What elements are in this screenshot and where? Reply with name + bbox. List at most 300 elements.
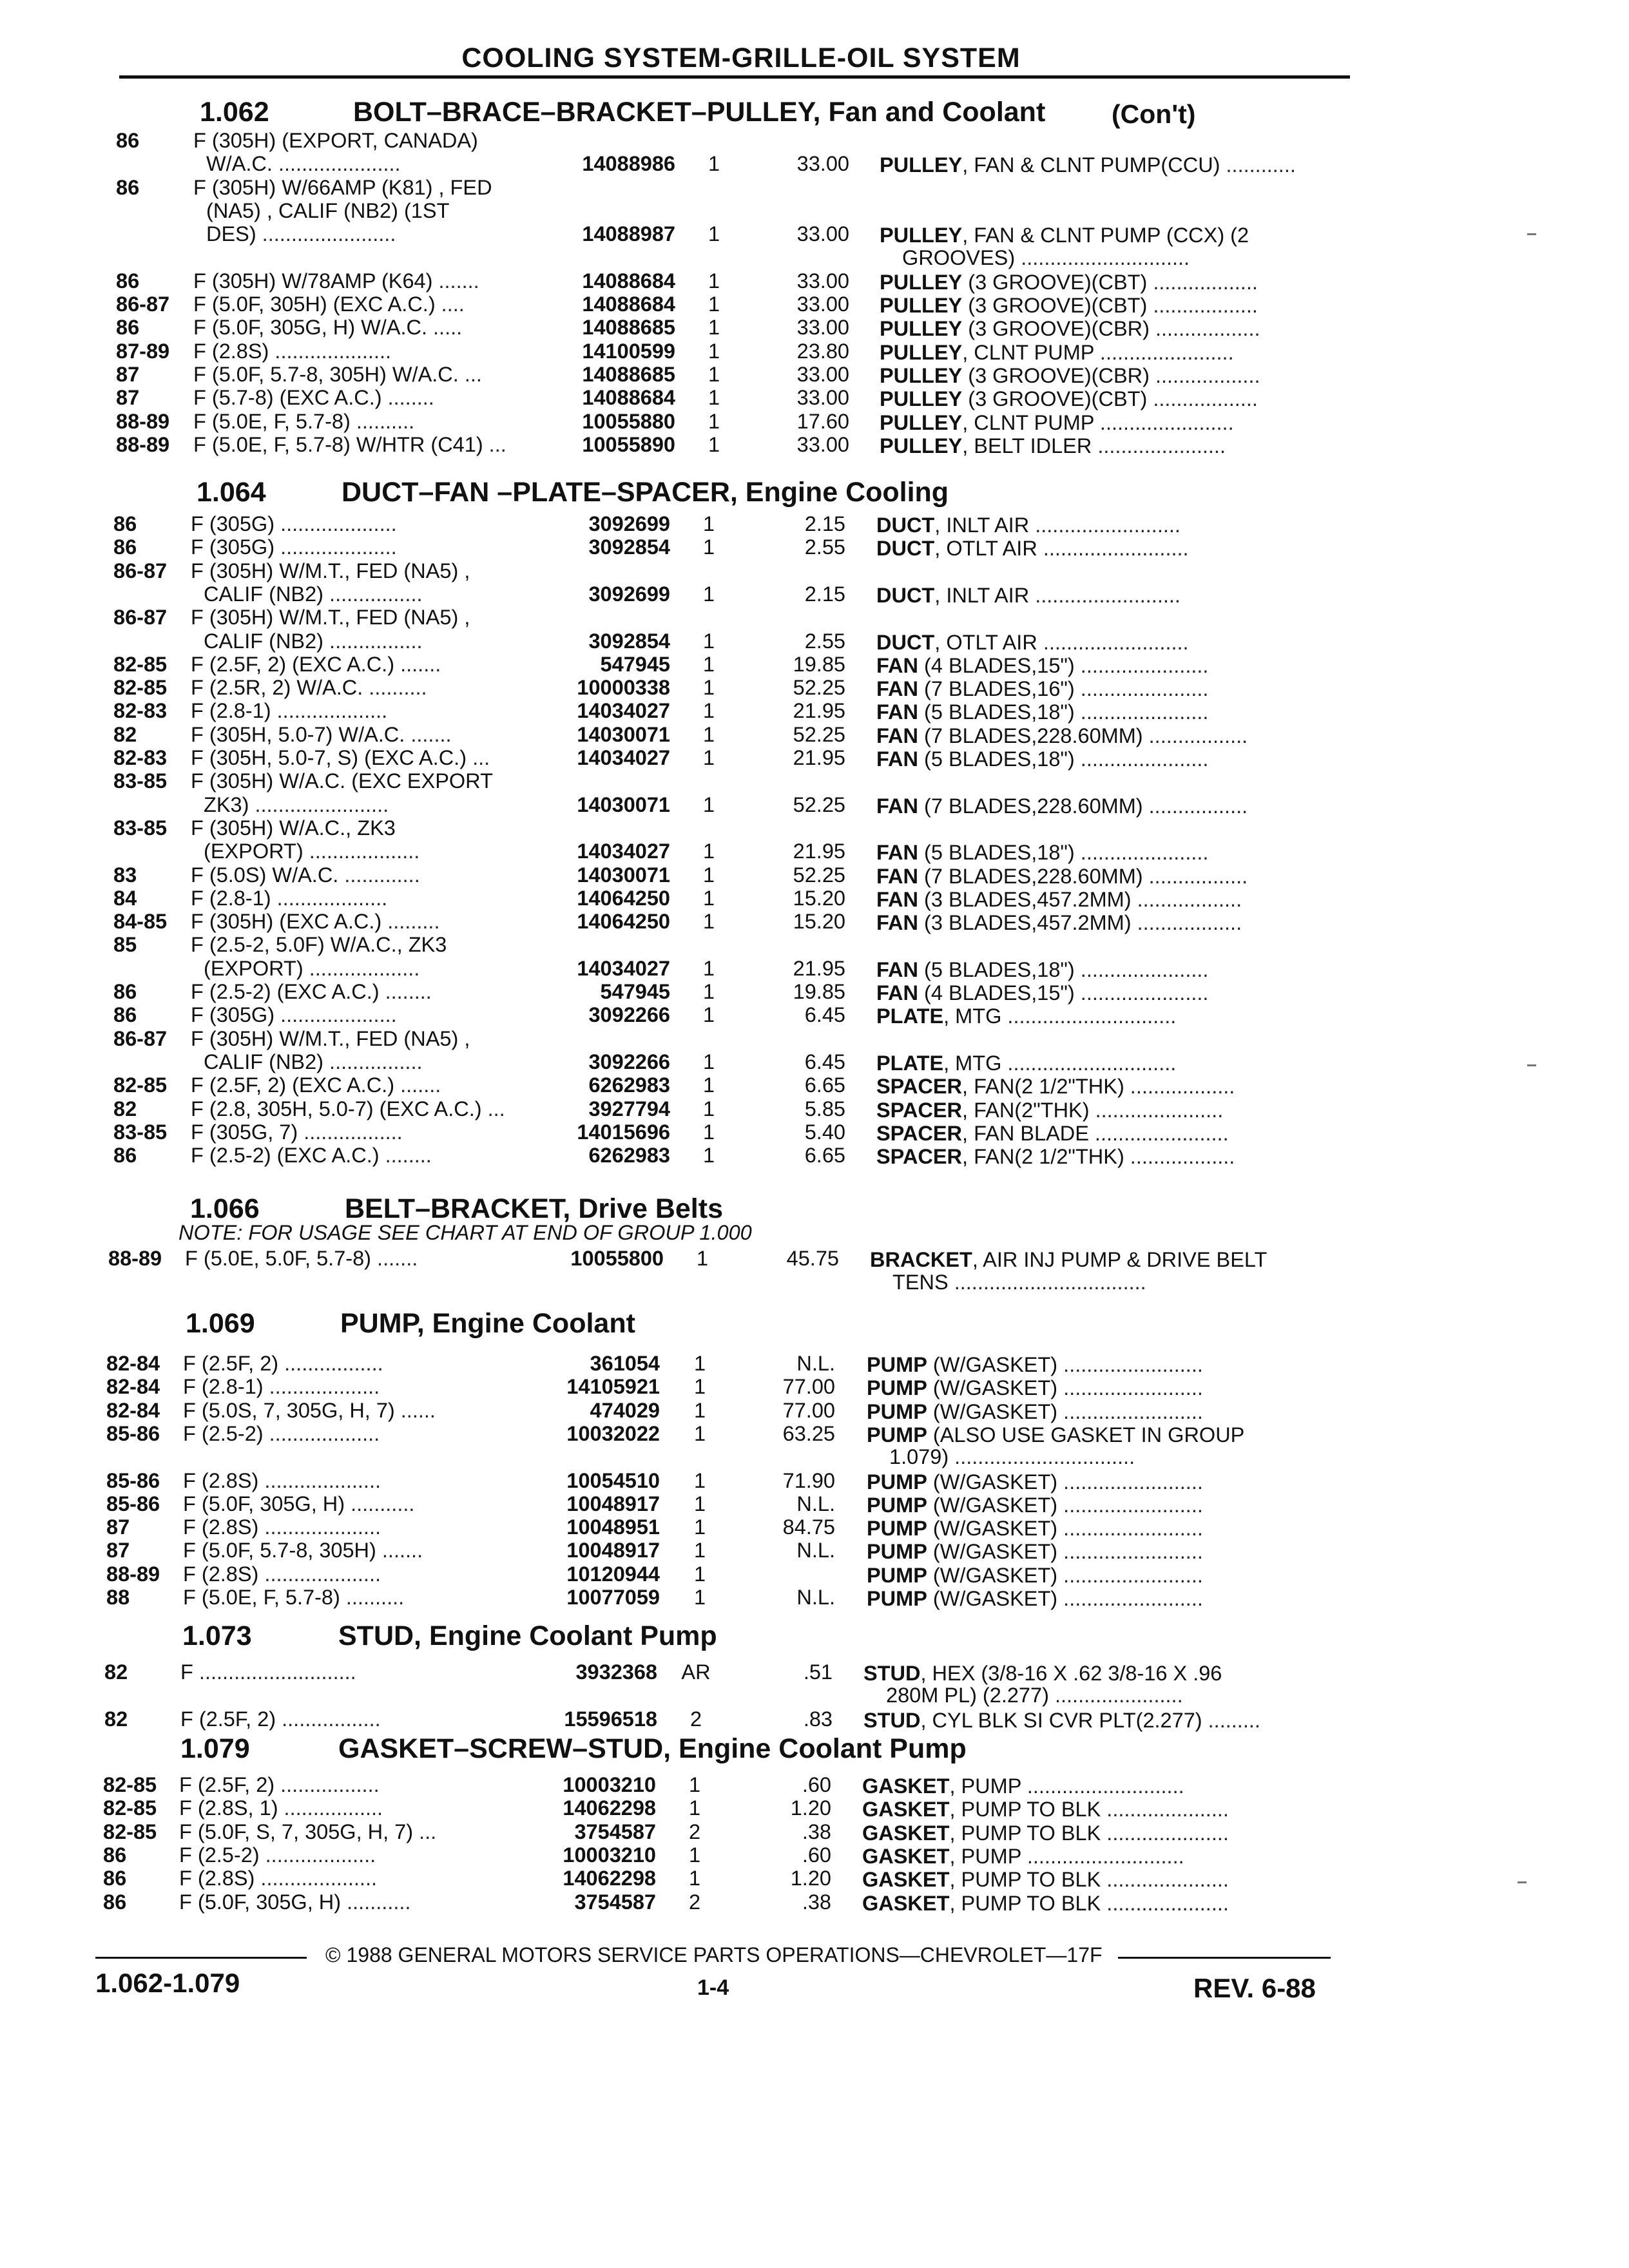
part-number: 14088684 xyxy=(582,269,675,293)
description-text: FAN (4 BLADES,15") xyxy=(876,653,1075,677)
section-number: 1.073 xyxy=(182,1620,252,1651)
part-noun: PULLEY xyxy=(880,434,963,457)
leader-dots: ........................... xyxy=(193,1660,356,1684)
part-number: 6262983 xyxy=(588,1073,670,1097)
usage-text: F (2.5R, 2) W/A.C. xyxy=(191,676,363,700)
leader-dots: .................. xyxy=(1147,270,1258,294)
description-line xyxy=(862,1845,1184,1868)
model-years: 86 xyxy=(116,175,140,199)
leader-dots: ........................ xyxy=(1057,1540,1203,1564)
usage-line xyxy=(180,1660,356,1684)
margin-mark xyxy=(1527,1064,1536,1066)
leader-dots: ........... xyxy=(345,1492,415,1515)
section-number: 1.064 xyxy=(197,477,266,508)
quantity: 1 xyxy=(702,1097,715,1120)
model-years: 86 xyxy=(113,980,137,1003)
leader-dots: ........ xyxy=(379,980,432,1003)
part-number: 10003210 xyxy=(563,1773,656,1796)
leader-dots: ......................... xyxy=(1037,537,1189,561)
usage-line xyxy=(193,363,482,386)
description-text: BRACKET, AIR INJ PUMP & DRIVE BELT xyxy=(870,1248,1268,1272)
usage-line xyxy=(183,1375,380,1398)
quantity: 1 xyxy=(693,1586,706,1609)
description-line xyxy=(862,1892,1229,1915)
part-noun: FAN xyxy=(876,864,918,888)
price: 6.45 xyxy=(804,1050,845,1073)
price: 45.75 xyxy=(786,1247,839,1271)
part-noun: PULLEY xyxy=(880,224,963,247)
leader-dots: ........................ xyxy=(1057,1376,1203,1400)
part-noun: BRACKET xyxy=(870,1248,972,1272)
usage-text: F (2.5F, 2) xyxy=(179,1773,275,1796)
part-number: 3092699 xyxy=(588,582,670,606)
price: .60 xyxy=(802,1843,831,1867)
leader-dots: .................... xyxy=(258,1468,381,1492)
quantity: 1 xyxy=(702,840,715,863)
part-number: 14015696 xyxy=(577,1120,670,1144)
part-number: 10055800 xyxy=(570,1247,664,1271)
price: 21.95 xyxy=(793,956,845,980)
usage-line xyxy=(193,340,391,363)
usage-text: F (2.8-1) xyxy=(183,1375,264,1399)
usage-text: F (2.5-2) (EXC A.C.) xyxy=(191,1144,380,1168)
leader-dots: ................ xyxy=(323,629,423,653)
model-years: 86 xyxy=(113,512,137,535)
part-noun: GASKET xyxy=(862,1821,950,1845)
leader-dots: .................... xyxy=(275,535,397,559)
usage-text: F (2.5F, 2) xyxy=(180,1707,276,1731)
price: 6.65 xyxy=(804,1144,845,1168)
description-line xyxy=(867,1494,1203,1517)
part-noun: PUMP xyxy=(867,1470,927,1494)
leader-dots: ....... xyxy=(432,269,479,293)
part-number: 14034027 xyxy=(577,746,670,769)
description-line xyxy=(870,1248,1267,1271)
usage-text: F (5.0S) W/A.C. xyxy=(191,863,339,887)
part-number: 3092266 xyxy=(588,1050,670,1073)
quantity: 2 xyxy=(688,1820,701,1843)
leader-dots: .................... xyxy=(269,339,392,363)
leader-dots: ........................... xyxy=(1021,1774,1184,1798)
price: 33.00 xyxy=(796,432,849,456)
usage-text: F (305H) W/M.T., FED (NA5) , xyxy=(191,606,470,629)
description-line xyxy=(876,747,1208,771)
description-text: PULLEY, FAN & CLNT PUMP(CCU) xyxy=(880,153,1220,177)
usage-line xyxy=(191,1003,397,1026)
footer-section-range: 1.062-1.079 xyxy=(95,1968,240,1998)
quantity: 1 xyxy=(702,1003,715,1027)
usage-line xyxy=(206,222,396,245)
price: 33.00 xyxy=(796,386,849,410)
price: 17.60 xyxy=(796,409,849,433)
usage-line xyxy=(191,512,397,535)
description-text: DUCT, OTLT AIR xyxy=(876,630,1037,654)
model-years: 83-85 xyxy=(113,769,168,793)
quantity: 2 xyxy=(688,1890,701,1914)
description-line xyxy=(880,271,1258,294)
usage-text: F (305H) W/78AMP (K64) xyxy=(193,269,433,293)
usage-text: F (2.5F, 2) (EXC A.C.) xyxy=(191,1073,395,1097)
part-number: 10048917 xyxy=(566,1539,660,1562)
quantity: 1 xyxy=(708,222,720,246)
part-noun: GASKET xyxy=(862,1891,950,1915)
part-noun: GASKET xyxy=(862,1844,950,1868)
usage-line xyxy=(191,816,396,840)
leader-dots: ... xyxy=(483,432,506,456)
quantity: 2 xyxy=(689,1707,702,1731)
description-line xyxy=(902,246,1190,269)
leader-dots: ................. xyxy=(1142,864,1248,888)
model-years: 86 xyxy=(103,1867,127,1890)
part-number: 14062298 xyxy=(563,1867,656,1890)
usage-line xyxy=(185,1247,418,1270)
model-years: 88-89 xyxy=(106,1562,160,1586)
description-text: PULLEY (3 GROOVE)(CBT) xyxy=(880,387,1148,411)
quantity: 1 xyxy=(696,1247,709,1271)
leader-dots: ... xyxy=(413,1820,437,1843)
part-noun: PULLEY xyxy=(880,270,963,294)
part-number: 14088685 xyxy=(582,363,675,386)
description-line xyxy=(876,865,1248,888)
part-noun: PUMP xyxy=(867,1423,927,1446)
leader-dots: ...................... xyxy=(1048,1684,1183,1707)
usage-line xyxy=(193,176,492,199)
description-line xyxy=(863,1662,1222,1685)
description-line xyxy=(876,1099,1223,1122)
quantity: 1 xyxy=(702,910,715,934)
part-noun: PULLEY xyxy=(880,153,963,177)
usage-text: F (305H) W/A.C. (EXC EXPORT xyxy=(191,769,493,793)
leader-dots: .................... xyxy=(275,512,397,535)
part-number: 14030071 xyxy=(577,722,670,746)
quantity: 1 xyxy=(693,1515,706,1539)
leader-dots: ................... xyxy=(271,699,388,723)
price: 71.90 xyxy=(782,1468,835,1492)
leader-dots: ...................... xyxy=(1074,747,1209,771)
description-line xyxy=(867,1587,1203,1610)
usage-line xyxy=(191,699,387,722)
description-line xyxy=(862,1821,1229,1845)
price: 21.95 xyxy=(793,746,845,769)
usage-line xyxy=(183,1586,404,1609)
part-number: 10048917 xyxy=(566,1492,660,1515)
model-years: 82-85 xyxy=(103,1796,157,1820)
price: 19.85 xyxy=(793,980,845,1003)
price: 33.00 xyxy=(796,152,849,176)
model-years: 82-85 xyxy=(113,1073,168,1097)
leader-dots: ................................. xyxy=(948,1270,1146,1294)
description-text: PUMP (W/GASKET) xyxy=(867,1470,1058,1494)
part-number: 14034027 xyxy=(577,956,670,980)
usage-line xyxy=(183,1492,414,1515)
description-text: FAN (3 BLADES,457.2MM) xyxy=(876,887,1132,911)
description-text: PULLEY (3 GROOVE)(CBT) xyxy=(880,270,1148,294)
leader-dots: ....................... xyxy=(1088,1121,1229,1145)
part-noun: SPACER xyxy=(876,1121,963,1145)
quantity: 1 xyxy=(693,1539,706,1562)
price: 21.95 xyxy=(793,699,845,723)
usage-line xyxy=(191,910,439,933)
description-text: DUCT, INLT AIR xyxy=(876,514,1030,537)
quantity: 1 xyxy=(708,339,720,363)
part-noun: PUMP xyxy=(867,1563,927,1587)
leader-dots: ...... xyxy=(394,1398,436,1422)
usage-line xyxy=(204,582,423,606)
leader-dots: ................. xyxy=(276,1707,381,1731)
header-rule xyxy=(119,75,1350,79)
usage-text: F (5.0F, 305G, H) xyxy=(183,1492,345,1515)
description-text: GASKET, PUMP xyxy=(862,1774,1021,1798)
model-years: 88 xyxy=(106,1586,130,1609)
price: 77.00 xyxy=(782,1375,835,1399)
usage-text: F (2.5-2) xyxy=(179,1843,260,1867)
leader-dots: .... xyxy=(435,293,465,316)
leader-dots: ............................. xyxy=(1001,1051,1177,1075)
usage-line xyxy=(193,386,434,409)
model-years: 88-89 xyxy=(108,1247,162,1271)
usage-text: F (5.0F, 305G, H) W/A.C. xyxy=(193,316,427,340)
model-years: 82-85 xyxy=(103,1820,157,1843)
leader-dots: ..................... xyxy=(1101,1868,1229,1892)
quantity: 1 xyxy=(688,1843,701,1867)
price: 5.40 xyxy=(804,1120,845,1144)
section-title: BOLT–BRACE–BRACKET–PULLEY, Fan and Coolant xyxy=(353,97,1046,128)
usage-line xyxy=(183,1422,380,1445)
usage-text: F (5.0E, 5.0F, 5.7-8) xyxy=(185,1247,372,1271)
price: 1.20 xyxy=(790,1796,831,1820)
part-noun: PLATE xyxy=(876,1051,944,1075)
leader-dots: ................. xyxy=(1142,724,1248,747)
description-line xyxy=(880,341,1234,364)
leader-dots: ................... xyxy=(263,1421,380,1445)
leader-dots: .................... xyxy=(255,1867,378,1890)
usage-text: F xyxy=(180,1660,193,1684)
leader-dots: .......... xyxy=(363,676,427,700)
description-text: PULLEY (3 GROOVE)(CBR) xyxy=(880,317,1150,341)
part-number: 3754587 xyxy=(574,1890,656,1914)
leader-dots: ........................ xyxy=(1057,1493,1203,1517)
leader-dots: ...................... xyxy=(1074,841,1209,865)
model-years: 82-83 xyxy=(113,746,168,769)
part-noun: PUMP xyxy=(867,1540,927,1564)
model-years: 82-84 xyxy=(106,1375,160,1399)
footer-page-number: 1-4 xyxy=(697,1975,729,2000)
usage-text: F (305H, 5.0-7, S) (EXC A.C.) xyxy=(191,746,467,769)
quantity: 1 xyxy=(708,269,720,293)
usage-text: F (2.5F, 2) (EXC A.C.) xyxy=(191,652,395,676)
description-line xyxy=(876,1122,1229,1145)
description-line xyxy=(867,1564,1203,1587)
description-line xyxy=(876,631,1189,654)
quantity: 1 xyxy=(702,863,715,887)
description-line xyxy=(876,888,1242,911)
part-noun: FAN xyxy=(876,981,918,1004)
leader-dots: ............. xyxy=(338,863,420,887)
usage-line xyxy=(183,1399,436,1422)
description-line xyxy=(880,411,1234,434)
description-text: 280M PL) (2.277) xyxy=(886,1684,1049,1707)
part-number: 14034027 xyxy=(577,840,670,863)
leader-dots: ....... xyxy=(394,652,441,676)
description-line xyxy=(880,294,1258,317)
part-number: 6262983 xyxy=(588,1144,670,1168)
leader-dots: ..................... xyxy=(272,152,401,176)
usage-line xyxy=(204,840,419,863)
footer-rule-right xyxy=(1118,1957,1331,1959)
description-text: PUMP (W/GASKET) xyxy=(867,1587,1058,1610)
leader-dots: ......................... xyxy=(1029,514,1181,537)
usage-text: F (5.0E, F, 5.7-8) xyxy=(183,1586,340,1609)
leader-dots: ....................... xyxy=(256,222,396,246)
quantity: 1 xyxy=(708,316,720,340)
leader-dots: ....... xyxy=(405,722,452,746)
model-years: 82 xyxy=(104,1660,128,1684)
part-noun: FAN xyxy=(876,677,918,701)
leader-dots: .................... xyxy=(258,1562,381,1586)
price: 15.20 xyxy=(793,886,845,910)
quantity: 1 xyxy=(702,512,715,535)
model-years: 86 xyxy=(103,1890,127,1914)
section-number: 1.069 xyxy=(186,1308,255,1339)
leader-dots: ................. xyxy=(1142,794,1248,818)
model-years: 86-87 xyxy=(113,606,168,629)
price: .83 xyxy=(803,1707,833,1731)
description-text: GASKET, PUMP TO BLK xyxy=(862,1821,1101,1845)
section-title: DUCT–FAN –PLATE–SPACER, Engine Cooling xyxy=(342,477,949,508)
leader-dots: ................ xyxy=(323,582,423,606)
description-text: PLATE, MTG xyxy=(876,1051,1002,1075)
model-years: 82-85 xyxy=(113,652,168,676)
leader-dots: ........................... xyxy=(1021,1844,1184,1868)
description-text: STUD, CYL BLK SI CVR PLT(2.277) xyxy=(863,1708,1202,1732)
quantity: 1 xyxy=(702,793,715,816)
description-text: FAN (4 BLADES,15") xyxy=(876,981,1075,1004)
part-noun: PUMP xyxy=(867,1587,927,1610)
usage-text: F (5.0F, S, 7, 305G, H, 7) xyxy=(179,1820,414,1843)
description-line xyxy=(876,1145,1235,1168)
part-noun: STUD xyxy=(863,1708,921,1732)
description-line xyxy=(867,1376,1203,1399)
description-text: PUMP (W/GASKET) xyxy=(867,1353,1058,1376)
quantity: 1 xyxy=(693,1375,706,1399)
usage-line xyxy=(191,606,470,629)
leader-dots: ............................. xyxy=(1015,245,1190,269)
section-number: 1.062 xyxy=(200,97,269,128)
usage-text: F (305G) xyxy=(191,535,275,559)
part-number: 14100599 xyxy=(582,339,675,363)
part-noun: DUCT xyxy=(876,537,935,561)
description-text: PUMP (ALSO USE GASKET IN GROUP xyxy=(867,1423,1245,1446)
description-line xyxy=(892,1271,1146,1294)
description-text: PUMP (W/GASKET) xyxy=(867,1540,1058,1564)
usage-line xyxy=(183,1562,381,1586)
part-number: 10003210 xyxy=(563,1843,656,1867)
usage-line xyxy=(191,746,490,769)
description-text: SPACER, FAN(2 1/2"THK) xyxy=(876,1075,1124,1099)
usage-line xyxy=(191,769,493,793)
leader-dots: ................. xyxy=(275,1773,380,1796)
usage-line xyxy=(183,1539,423,1562)
description-text: GROOVES) xyxy=(902,245,1016,269)
usage-text: F (305G, 7) xyxy=(191,1120,298,1144)
model-years: 85-86 xyxy=(106,1421,160,1445)
usage-text: F (305H, 5.0-7) W/A.C. xyxy=(191,722,405,746)
leader-dots: ............ xyxy=(1220,153,1296,177)
description-line xyxy=(867,1353,1203,1376)
usage-text: F (2.8S, 1) xyxy=(179,1796,278,1820)
part-noun: PUMP xyxy=(867,1376,927,1400)
leader-dots: ........... xyxy=(341,1890,411,1914)
usage-line xyxy=(191,676,427,699)
quantity: 1 xyxy=(702,652,715,676)
usage-line xyxy=(191,1120,403,1144)
model-years: 86-87 xyxy=(113,559,168,582)
part-noun: PULLEY xyxy=(880,340,963,364)
description-line xyxy=(876,981,1208,1004)
usage-line xyxy=(179,1867,377,1890)
model-years: 87 xyxy=(116,386,140,410)
leader-dots: ................ xyxy=(323,1050,423,1073)
section-number: 1.066 xyxy=(190,1193,260,1224)
leader-dots: ....... xyxy=(394,1073,441,1097)
usage-text: F (305G) xyxy=(191,512,275,535)
leader-dots: ..................... xyxy=(1101,1798,1229,1821)
leader-dots: .................. xyxy=(1147,387,1258,411)
price: .38 xyxy=(802,1820,831,1843)
description-text: GASKET, PUMP xyxy=(862,1844,1021,1868)
usage-line xyxy=(193,129,478,152)
model-years: 86 xyxy=(116,316,140,340)
part-number: 474029 xyxy=(590,1398,660,1422)
model-years: 86 xyxy=(113,1003,137,1027)
model-years: 85-86 xyxy=(106,1468,160,1492)
usage-text: F (5.0S, 7, 305G, H, 7) xyxy=(183,1398,395,1422)
leader-dots: .................. xyxy=(1124,1145,1235,1169)
description-line xyxy=(876,841,1208,864)
description-line xyxy=(876,724,1248,747)
usage-line xyxy=(191,1073,441,1097)
description-text: FAN (7 BLADES,228.60MM) xyxy=(876,794,1143,818)
usage-text: F (305H) (EXPORT, CANADA) xyxy=(193,129,478,152)
leader-dots: ....................... xyxy=(1094,340,1234,364)
description-text: PULLEY, FAN & CLNT PUMP (CCX) (2 xyxy=(880,224,1249,247)
description-line xyxy=(889,1445,1135,1468)
price: 2.55 xyxy=(804,535,845,559)
model-years: 82-85 xyxy=(103,1773,157,1796)
leader-dots: ... xyxy=(458,363,482,386)
description-line xyxy=(880,153,1296,177)
description-text: PULLEY, BELT IDLER xyxy=(880,434,1092,457)
usage-text: F (2.5-2) xyxy=(183,1421,264,1445)
price: N.L. xyxy=(796,1492,835,1515)
model-years: 82-84 xyxy=(106,1398,160,1422)
leader-dots: .......... xyxy=(340,1586,405,1609)
model-years: 84-85 xyxy=(113,910,168,934)
description-text: SPACER, FAN BLADE xyxy=(876,1121,1089,1145)
part-number: 10032022 xyxy=(566,1421,660,1445)
usage-line xyxy=(206,199,449,222)
usage-text: F (2.8S) xyxy=(183,1515,259,1539)
usage-line xyxy=(204,793,389,816)
quantity: 1 xyxy=(708,152,720,176)
description-text: GASKET, PUMP TO BLK xyxy=(862,1798,1101,1821)
description-line xyxy=(876,911,1242,934)
part-number: 10054510 xyxy=(566,1468,660,1492)
usage-text: F (5.0F, 305G, H) xyxy=(179,1890,342,1914)
quantity: 1 xyxy=(693,1421,706,1445)
model-years: 84 xyxy=(113,886,137,910)
price: 63.25 xyxy=(782,1421,835,1445)
